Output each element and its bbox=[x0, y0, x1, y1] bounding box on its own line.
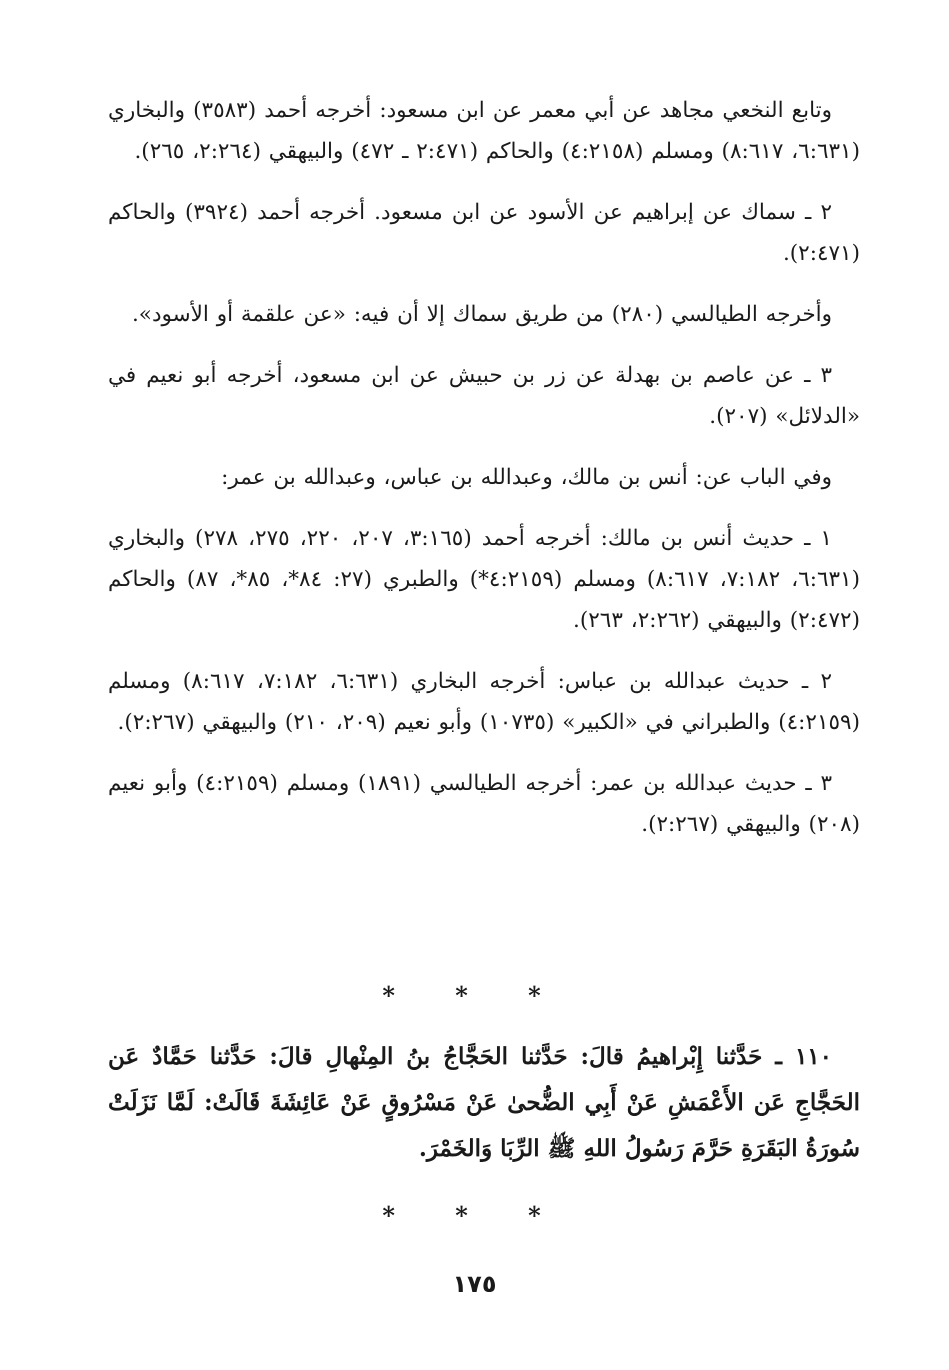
paragraph-asim-zirr: ٣ ـ عن عاصم بن بهدلة عن زر بن حبيش عن ابن مسعود، أخرجه أبو نعيم في «الدلائل» (٢٠٧). bbox=[108, 363, 860, 429]
section-separator-top: * * * bbox=[382, 981, 567, 1010]
hadith-110-section bbox=[108, 1034, 860, 1172]
paragraph-fil-bab: وفي الباب عن: أنس بن مالك، وعبدالله بن عباس، وعبدالله بن عمر: bbox=[221, 465, 832, 490]
hadith-110-text: ١١٠ ـ حَدَّثنا إِبْراهيمُ قالَ: حَدَّثنا الحَجَّاجُ بنُ المِنْهالِ قالَ: حَدَّثنا حَمَّادٌ عَن الحَجَّاجِ عَن الأَعْمَشِ عَنْ أَبِي الضُّحىٰ عَنْ مَسْرُوقٍ عَنْ عَائِشَةَ قَالَتْ: لَمَّا نَزَلَتْ سُورَةُ البَقَرَةِ حَرَّمَ رَسُولُ اللهِ ﷺ الرِّبَا وَالخَمْرَ. bbox=[108, 1043, 860, 1162]
paragraph-hadith-anas: ١ ـ حديث أنس بن مالك: أخرجه أحمد (٣:١٦٥، ٢٠٧، ٢٢٠، ٢٧٥، ٢٧٨) والبخاري (٦:٦٣١، ٧:١٨٢، ٨:٦١٧) ومسلم (٤:٢١٥٩*) والطبري (٢٧: ٨٤*، ٨٥*، ٨٧) والحاكم (٢:٤٧٢) والبيهقي (٢:٢٦٢، ٢٦٣). bbox=[108, 526, 860, 633]
paragraph-simak-ibrahim: ٢ ـ سماك عن إبراهيم عن الأسود عن ابن مسعود. أخرجه أحمد (٣٩٢٤) والحاكم (٢:٤٧١). bbox=[108, 200, 860, 266]
paragraph-hadith-ibn-umar: ٣ ـ حديث عبدالله بن عمر: أخرجه الطيالسي (١٨٩١) ومسلم (٤:٢١٥٩) وأبو نعيم (٢٠٨) والبيهقي (٢:٢٦٧). bbox=[108, 771, 860, 837]
paragraph-hadith-ibn-abbas: ٢ ـ حديث عبدالله بن عباس: أخرجه البخاري (٦:٦٣١، ٧:١٨٢، ٨:٦١٧) ومسلم (٤:٢١٥٩) والطبراني في «الكبير» (١٠٧٣٥) وأبو نعيم (٢٠٩، ٢١٠) والبيهقي (٢:٢٦٧). bbox=[108, 669, 860, 735]
section-separator-bottom: * * * bbox=[382, 1201, 567, 1230]
page-number: ١٧٥ bbox=[452, 1270, 497, 1298]
paragraph-nakhai-mujahid: وتابع النخعي مجاهد عن أبي معمر عن ابن مسعود: أخرجه أحمد (٣٥٨٣) والبخاري (٦:٦٣١، ٨:٦١٧) ومسلم (٤:٢١٥٨) والحاكم (٢:٤٧١ ـ ٤٧٢) والبيهقي (٢:٢٦٤، ٢٦٥). bbox=[108, 98, 860, 164]
paragraph-tayalisi: وأخرجه الطيالسي (٢٨٠) من طريق سماك إلا أن فيه: «عن علقمة أو الأسود». bbox=[131, 302, 832, 327]
footnotes-section bbox=[108, 90, 860, 865]
